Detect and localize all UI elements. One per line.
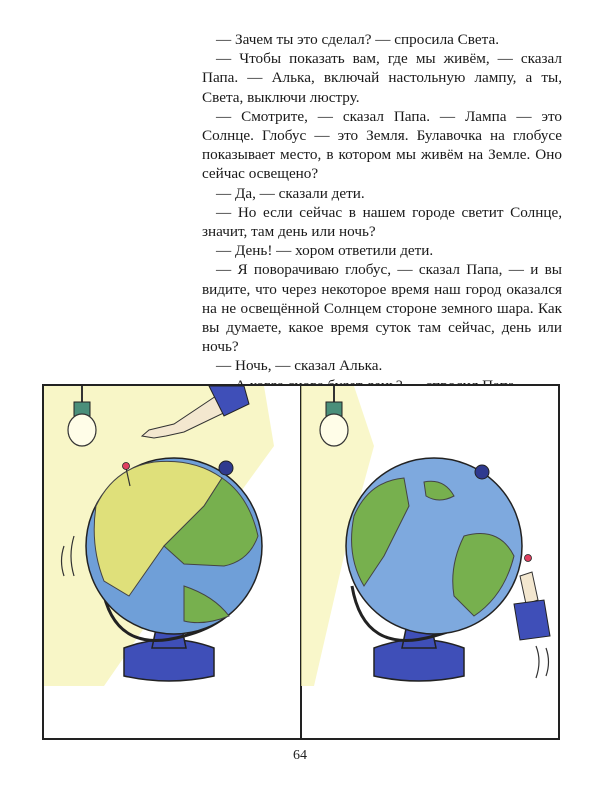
right-axis-knob xyxy=(475,465,489,479)
right-sleeve xyxy=(514,600,550,640)
paragraph-5: — Но если сейчас в нашем городе светит Солнце, значит, там день или ночь? xyxy=(202,203,562,241)
paragraph-3: — Смотрите, — сказал Папа. — Лампа — это Солнце. Глобус — это Земля. Булавочка на глобусе показывает место, в котором мы живём на Земле. Оно сейчас освещено? xyxy=(202,107,562,183)
paragraph-2: — Чтобы показать вам, где мы живём, — сказал Папа. — Алька, включай настольную лампу, а ты, Света, выключи люстру. xyxy=(202,50,562,106)
paragraph-6: — День! — хором ответили дети. xyxy=(216,242,434,260)
paragraph-7: — Я поворачиваю глобус, — сказал Папа, — и вы видите, что через некоторое время наш город оказался на не освещённой Солнцем стороне земного шара. Как вы думаете, какое время суток там сейчас, день или ночь? xyxy=(202,261,562,356)
page-number: 64 xyxy=(293,748,307,763)
right-motion-mark-2 xyxy=(546,648,549,676)
right-motion-mark-1 xyxy=(536,646,539,678)
right-pin-icon xyxy=(525,555,532,562)
right-hand-icon xyxy=(520,572,538,604)
left-panel xyxy=(44,386,274,686)
left-bulb-icon xyxy=(68,414,96,446)
paragraph-4: — Да, — сказали дети. xyxy=(216,184,365,202)
paragraph-8: — Ночь, — сказал Алька. xyxy=(216,357,383,375)
right-panel xyxy=(301,386,550,686)
right-globe-land-east xyxy=(453,534,514,617)
right-bulb-icon xyxy=(320,414,348,446)
globe-illustration xyxy=(42,384,560,740)
left-pin-icon xyxy=(123,463,130,470)
paragraph-1: — Зачем ты это сделал? — спросила Света. xyxy=(216,31,499,48)
left-axis-knob xyxy=(219,461,233,475)
story-text xyxy=(202,30,562,395)
illustration-svg xyxy=(44,386,558,738)
